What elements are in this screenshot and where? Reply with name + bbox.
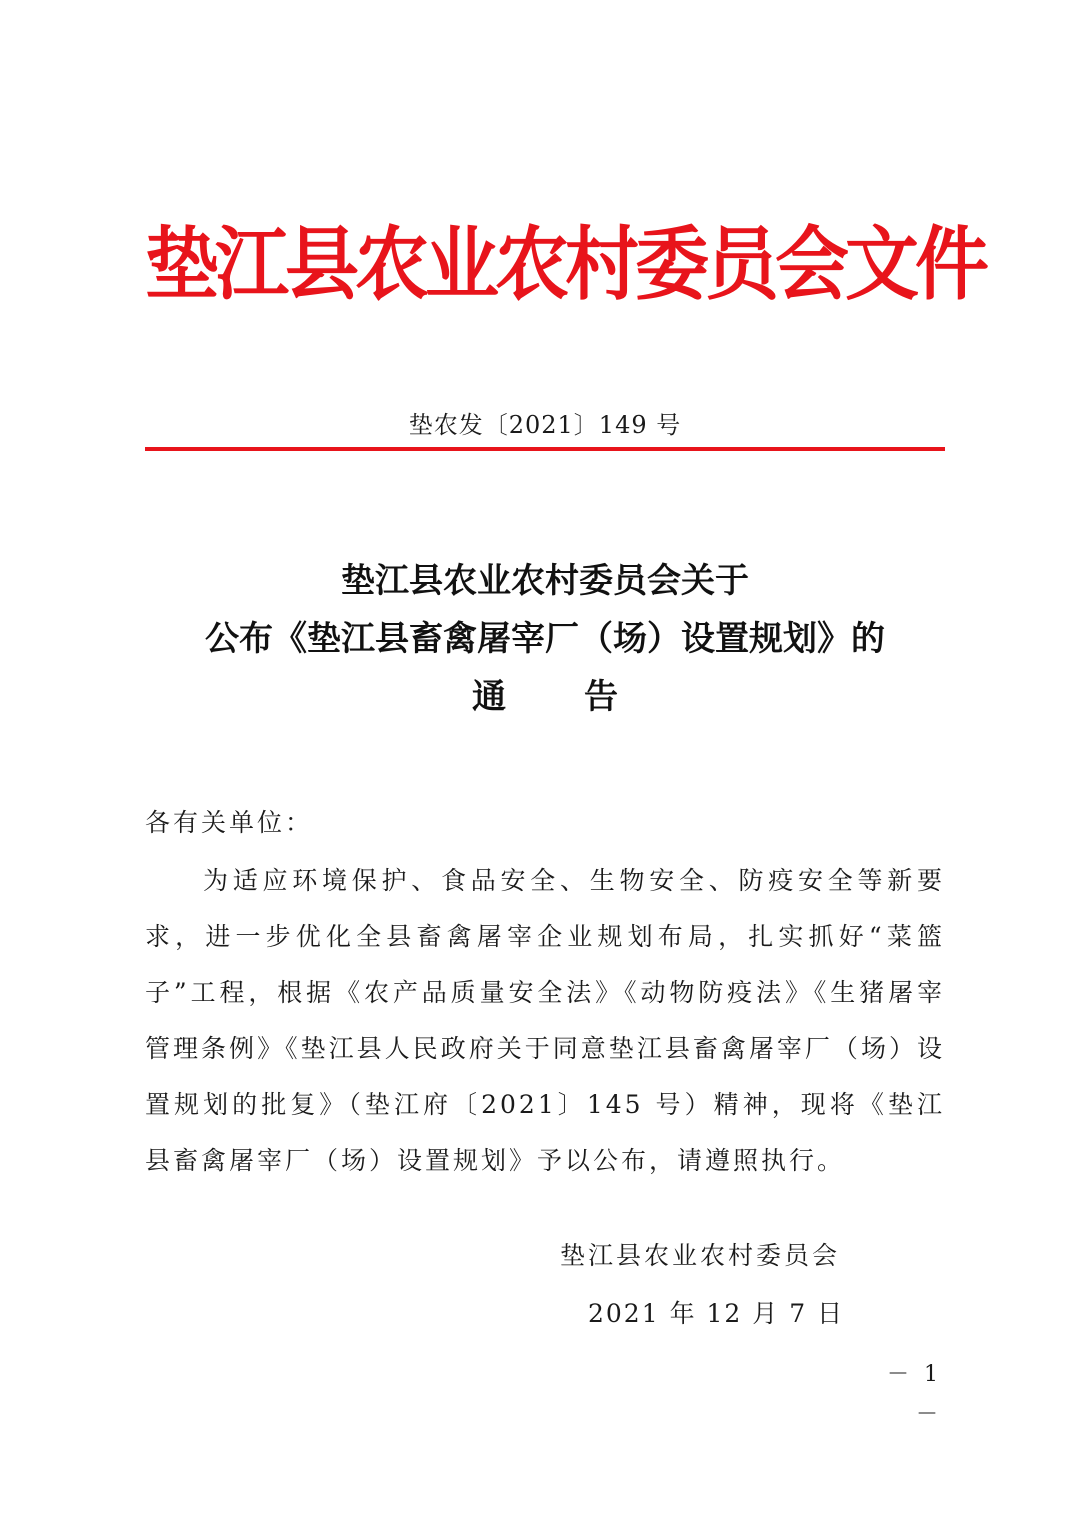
notice-title-line1: 垫江县农业农村委员会关于: [341, 561, 749, 601]
signature-organization: 垫江县农业农村委员会: [560, 1241, 841, 1270]
body-paragraph: 为适应环境保护、食品安全、生物安全、防疫安全等新要求，进一步优化全县畜禽屠宰企业规划布局，扎实抓好“菜篮子”工程，根据《农产品质量安全法》《动物防疫法》《生猪屠宰管理条例》《垫江县人民政府关于同意垫江县畜禽屠宰厂（场）设置规划的批复》（垫江府〔2021〕145 号）精神，现将《垫江县畜禽屠宰厂（场）设置规划》予以公布，请遵照执行。: [145, 866, 945, 1175]
red-header-title: 垫江县农业农村委员会文件: [145, 218, 985, 312]
signature-date: 2021 年 12 月 7 日: [588, 1299, 845, 1328]
notice-title: [120, 552, 970, 726]
signature-block: [560, 1227, 844, 1343]
red-divider-line: [145, 447, 945, 451]
page-number: － 1 －: [887, 1362, 942, 1427]
notice-title-line3: 通告: [472, 677, 696, 717]
notice-body: [145, 795, 945, 1189]
document-number: 垫农发〔2021〕149 号: [408, 411, 682, 439]
salutation: 各有关单位：: [145, 808, 314, 837]
notice-title-line2: 公布《垫江县畜禽屠宰厂（场）设置规划》的: [205, 619, 885, 659]
